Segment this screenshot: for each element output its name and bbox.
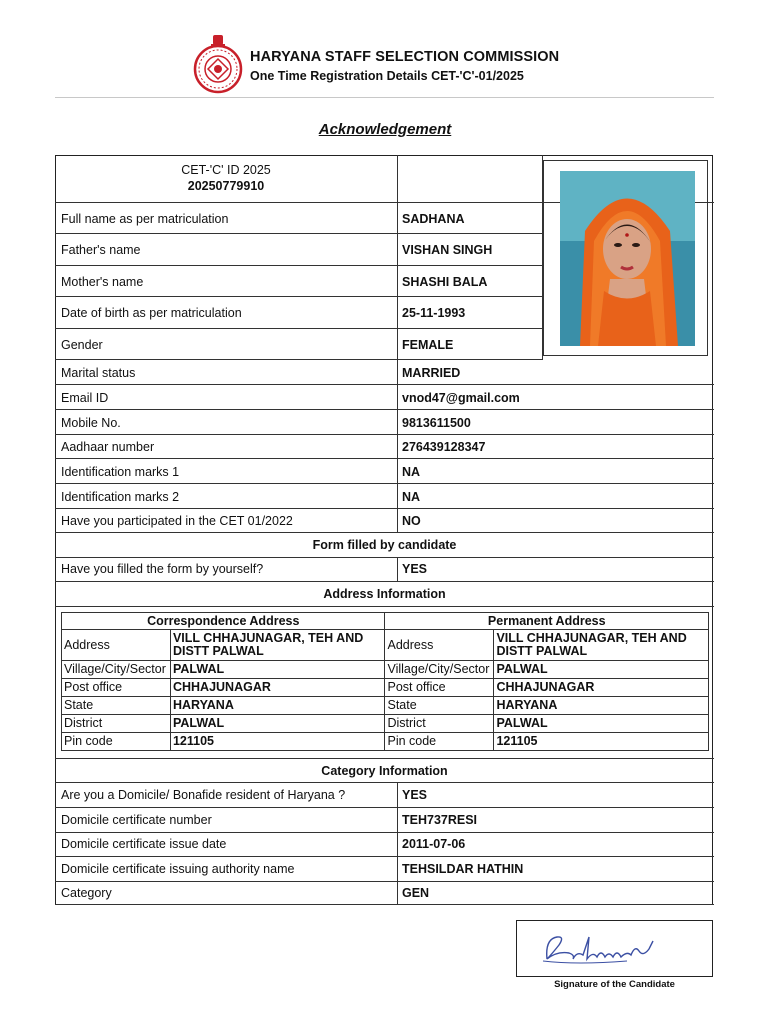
address-heading: Address Information — [323, 587, 446, 601]
column-divider — [397, 558, 398, 582]
perm-field-label: Address — [385, 630, 494, 661]
category-row — [55, 783, 714, 808]
perm-field-label: Pin code — [385, 733, 494, 751]
detail-value: NO — [402, 514, 421, 528]
form-filled-label: Have you filled the form by yourself? — [61, 562, 264, 576]
corr-field-label: Village/City/Sector — [62, 661, 171, 679]
corr-field-value: CHHAJUNAGAR — [170, 679, 385, 697]
detail-label: Email ID — [61, 391, 109, 405]
address-row — [62, 715, 709, 733]
detail-row — [55, 435, 714, 459]
form-filled-heading-row — [55, 533, 714, 558]
category-row — [55, 881, 714, 905]
category-label: Are you a Domicile/ Bonafide resident of Haryana ? — [61, 788, 346, 802]
perm-field-value: 121105 — [494, 733, 709, 751]
detail-label: Mobile No. — [61, 416, 121, 430]
detail-value: VISHAN SINGH — [402, 243, 493, 257]
address-row — [62, 630, 709, 661]
category-heading: Category Information — [321, 764, 448, 778]
detail-value: SHASHI BALA — [402, 275, 488, 289]
organization-name: HARYANA STAFF SELECTION COMMISSION — [250, 49, 560, 65]
registration-subtitle: One Time Registration Details CET-'C'-01/2025 — [250, 69, 524, 83]
detail-value: SADHANA — [402, 212, 465, 226]
corr-field-value: VILL CHHAJUNAGAR, TEH AND DISTT PALWAL — [170, 630, 385, 661]
permanent-address-heading: Permanent Address — [385, 613, 709, 630]
corr-field-label: Post office — [62, 679, 171, 697]
detail-row — [55, 329, 543, 360]
corr-field-value: HARYANA — [170, 697, 385, 715]
category-label: Domicile certificate issuing authority name — [61, 862, 295, 876]
column-divider — [397, 783, 398, 905]
candidate-signature — [517, 921, 712, 976]
category-value: 2011-07-06 — [402, 837, 466, 851]
corr-field-value: 121105 — [170, 733, 385, 751]
candidate-photo — [560, 171, 695, 346]
address-table — [61, 612, 709, 751]
corr-field-label: State — [62, 697, 171, 715]
corr-field-label: Address — [62, 630, 171, 661]
category-value: YES — [402, 788, 428, 802]
category-value: TEH737RESI — [402, 813, 478, 827]
address-row — [62, 697, 709, 715]
corr-field-label: Pin code — [62, 733, 171, 751]
detail-label: Mother's name — [61, 275, 144, 289]
address-row — [62, 679, 709, 697]
detail-label: Father's name — [61, 243, 141, 257]
perm-field-value: PALWAL — [494, 661, 709, 679]
corr-field-value: PALWAL — [170, 661, 385, 679]
header-divider — [55, 97, 714, 98]
detail-value: NA — [402, 465, 421, 479]
category-row — [55, 832, 714, 857]
category-label: Domicile certificate issue date — [61, 837, 227, 851]
form-filled-row — [55, 558, 714, 582]
detail-label: Marital status — [61, 366, 136, 380]
detail-row — [55, 385, 714, 410]
detail-row — [55, 360, 714, 385]
detail-value: 9813611500 — [402, 416, 471, 430]
detail-row — [55, 410, 714, 435]
detail-label: Full name as per matriculation — [61, 212, 229, 226]
category-label: Category — [61, 886, 112, 900]
category-heading-row — [55, 759, 714, 783]
category-row — [55, 857, 714, 882]
perm-field-label: State — [385, 697, 494, 715]
corr-field-value: PALWAL — [170, 715, 385, 733]
perm-field-label: District — [385, 715, 494, 733]
detail-label: Aadhaar number — [61, 440, 155, 454]
detail-value: vnod47@gmail.com — [402, 391, 520, 405]
detail-row — [55, 509, 714, 533]
detail-value: 276439128347 — [402, 440, 486, 454]
form-filled-value: YES — [402, 562, 428, 576]
page-title: Acknowledgement — [318, 121, 452, 138]
detail-value: 25-11-1993 — [402, 306, 466, 320]
detail-label: Have you participated in the CET 01/2022 — [61, 514, 293, 528]
detail-row — [55, 203, 543, 234]
detail-row — [55, 266, 543, 297]
detail-value: FEMALE — [402, 338, 454, 352]
cet-id-value: 20250779910 — [187, 179, 265, 193]
perm-field-label: Post office — [385, 679, 494, 697]
form-filled-heading: Form filled by candidate — [312, 538, 457, 552]
perm-field-value: CHHAJUNAGAR — [494, 679, 709, 697]
detail-label: Date of birth as per matriculation — [61, 306, 242, 320]
category-value: TEHSILDAR HATHIN — [402, 862, 524, 876]
perm-field-value: HARYANA — [494, 697, 709, 715]
cet-id-label: CET-'C' ID 2025 — [181, 163, 271, 177]
corr-field-label: District — [62, 715, 171, 733]
category-value: GEN — [402, 886, 430, 900]
category-label: Domicile certificate number — [61, 813, 212, 827]
signature-box — [516, 920, 713, 977]
detail-row — [55, 297, 543, 329]
address-row — [62, 661, 709, 679]
detail-label: Identification marks 1 — [61, 465, 180, 479]
address-heading-row — [55, 582, 714, 607]
detail-value: MARRIED — [402, 366, 461, 380]
perm-field-value: VILL CHHAJUNAGAR, TEH AND DISTT PALWAL — [494, 630, 709, 661]
signature-caption: Signature of the Candidate — [554, 979, 675, 990]
hssc-emblem-logo — [193, 32, 243, 94]
address-row — [62, 733, 709, 751]
category-row — [55, 808, 714, 833]
detail-label: Gender — [61, 338, 103, 352]
detail-row — [55, 234, 543, 266]
perm-field-label: Village/City/Sector — [385, 661, 494, 679]
detail-label: Identification marks 2 — [61, 490, 180, 504]
perm-field-value: PALWAL — [494, 715, 709, 733]
detail-value: NA — [402, 490, 421, 504]
correspondence-address-heading: Correspondence Address — [62, 613, 385, 630]
detail-row — [55, 459, 714, 484]
detail-row — [55, 484, 714, 509]
